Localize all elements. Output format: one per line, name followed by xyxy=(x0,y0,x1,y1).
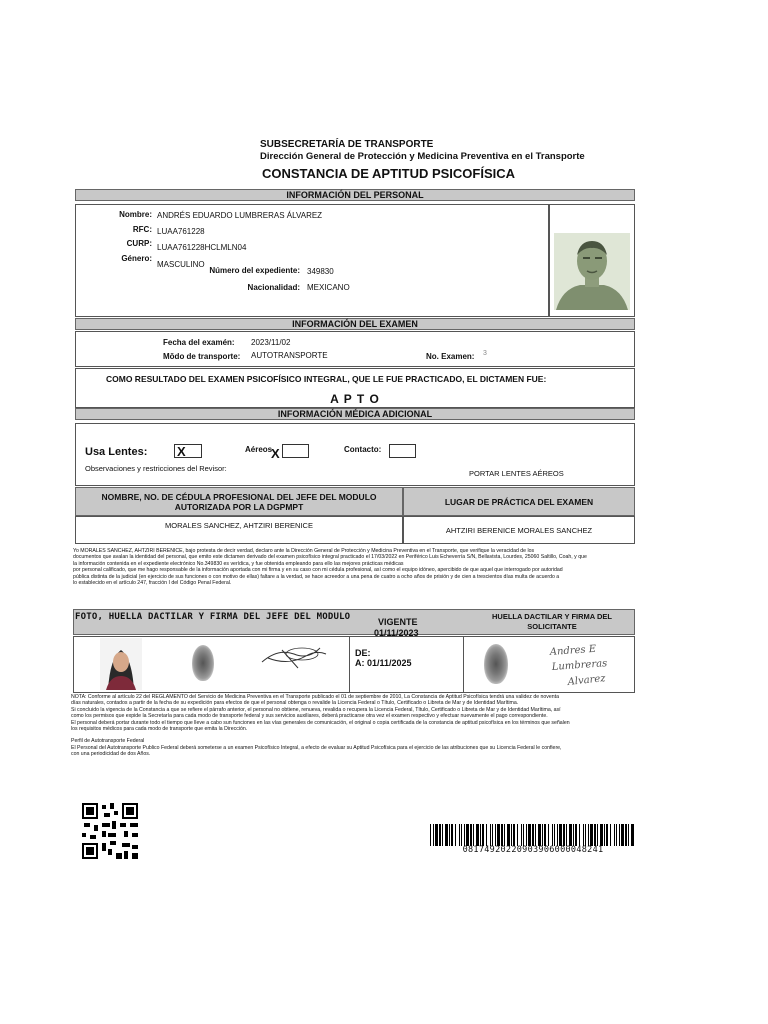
barcode-bar xyxy=(573,824,574,846)
barcode-bar xyxy=(455,824,456,846)
genero-label: Género: xyxy=(121,254,152,263)
barcode-bar xyxy=(606,824,608,846)
barcode-bar xyxy=(466,824,469,846)
declaration-line: documentos que avalan la identidad del personal, que emito este dictamen derivado del examen psicofísico integral practicado el 17/03/2022 en Periférico Luis Echeverría S/N, Bellavista, Lourdes, 25060 Saltillo, Coah, y que xyxy=(73,554,587,561)
declaration-line: por personal calificado, que me hago responsable de la información aportada con mi firma y en su caso con mi cédula profesional, así como el equipo idóneo, apercibido de que aquel que interrogado por autoridad xyxy=(73,567,563,574)
barcode-bar xyxy=(504,824,505,846)
nombre-value: ANDRÉS EDUARDO LUMBRERAS ÁLVAREZ xyxy=(157,211,323,220)
foto-header: FOTO, HUELLA DACTILAR Y FIRMA DEL JEFE DEL MODULO xyxy=(75,612,351,622)
declaration-line: la información contenida en el expediente electrónico No.349830 es verídica, y fue obtenida empleando para ello las mejores prácticas médicas xyxy=(73,560,404,567)
jefe-fingerprint-icon xyxy=(192,645,214,681)
barcode-bar xyxy=(616,824,617,846)
barcode-bar xyxy=(507,824,510,846)
barcode-bar xyxy=(492,824,493,846)
barcode-bar xyxy=(548,824,549,846)
barcode-bar xyxy=(451,824,453,846)
divider xyxy=(349,636,350,693)
barcode-bar xyxy=(528,824,531,846)
nota-text xyxy=(71,694,646,758)
section-medica-title: INFORMACIÓN MÉDICA ADICIONAL xyxy=(75,408,635,420)
huella-header: HUELLA DACTILAR Y FIRMA DEL SOLICITANTE xyxy=(492,612,612,631)
barcode-bar xyxy=(470,824,472,846)
barcode-bar xyxy=(480,824,481,846)
barcode-bar xyxy=(526,824,527,846)
rfc-value: LUAA761228 xyxy=(157,227,205,236)
barcode-bar xyxy=(614,824,615,846)
barcode-bar xyxy=(486,824,487,846)
vigente-label: VIGENTE xyxy=(378,617,418,627)
header-agency: SUBSECRETARÍA DE TRANSPORTE xyxy=(260,139,434,150)
a-value: A: 01/11/2025 xyxy=(355,658,412,668)
examen-info-box xyxy=(75,331,635,367)
barcode-bar xyxy=(433,824,434,846)
barcode-bar xyxy=(566,824,567,846)
barcode-bar xyxy=(575,824,577,846)
declaration-line: lo establecido en el artículo 247, fracción I del Código Penal Federal. xyxy=(73,580,232,587)
perfil-line: El Personal del Autotransporte Publico Federal deberá someterse a un examen Psicofísico Integral, a efecto de evaluar su Aptitud Psicofísica para el ejercicio de las atribuciones que su Licencia Federal le confiere, xyxy=(71,744,562,751)
no-examen-label: No. Examen: xyxy=(426,352,475,361)
modo-label: Mŏdo de transporte: xyxy=(163,352,241,361)
barcode-bar xyxy=(517,824,518,846)
de-label: DE: xyxy=(355,648,371,658)
barcode-bar xyxy=(588,824,589,846)
barcode-bar xyxy=(583,824,584,846)
no-examen-value: 3 xyxy=(483,350,487,357)
barcode-bar xyxy=(523,824,524,846)
nacionalidad-value: MEXICANO xyxy=(307,283,350,292)
barcode-bar xyxy=(579,824,580,846)
expediente-label: Número del expediente: xyxy=(209,266,300,275)
barcode-bar xyxy=(495,824,496,846)
solicitante-signature xyxy=(548,641,620,691)
observaciones-value: PORTAR LENTES AÉREOS xyxy=(469,469,564,478)
jefe-header: NOMBRE, NO. DE CÉDULA PROFESIONAL DEL JEFE DEL MODULO AUTORIZADA POR LA DGPMPT xyxy=(75,487,403,516)
aereos-label: Aéreos xyxy=(245,445,273,454)
barcode-number: 08174920220903906000048241 xyxy=(462,845,604,855)
barcode-bar xyxy=(445,824,448,846)
barcode-bar xyxy=(590,824,593,846)
nota-line: Si concluido la vigencia de la Constancia a que se refiere el párrafo anterior, el personal no obtiene, renueva, revalida o recupera la Licencia Federal, Título, Certificado o Libreta de Mar y de Identidad Marítima, así xyxy=(71,706,561,713)
barcode-bar xyxy=(594,824,596,846)
curp-value: LUAA761228HCLMLN04 xyxy=(157,243,247,252)
barcode-bar xyxy=(544,824,546,846)
barcode-bar xyxy=(473,824,474,846)
barcode-bar xyxy=(600,824,603,846)
divider xyxy=(463,636,464,693)
barcode-bar xyxy=(532,824,534,846)
qr-code-icon xyxy=(82,803,138,859)
perfil-line: Perfil de Autotransporte Federal xyxy=(71,738,145,745)
nota-line: como los permisos que expide la Secretaría para cada modo de transporte federal y sus servicios auxiliares, deberá practicarse otra vez el examen respectivo y efectuar nuevamente el pago correspondiente. xyxy=(71,713,548,720)
section-personal-title: INFORMACIÓN DEL PERSONAL xyxy=(75,189,635,201)
barcode-bar xyxy=(439,824,441,846)
svg-text:Lumbreras: Lumbreras xyxy=(551,658,608,673)
nacionalidad-label: Nacionalidad: xyxy=(247,283,300,292)
genero-value: MASCULINO xyxy=(157,260,205,269)
barcode-bar xyxy=(535,824,536,846)
barcode-bar xyxy=(559,824,562,846)
svg-text:Alvarez: Alvarez xyxy=(567,673,607,688)
declaration-line: pública distinta de la judicial (en ejercicio de sus funciones o con motivo de ellas) faltare a la verdad, se hace acreedor a una pena de cuatro a ocho años de prisión y de cien a trescientos días multa de acuerdo a xyxy=(73,573,560,580)
barcode-bar xyxy=(625,824,627,846)
barcode-bar xyxy=(521,824,522,846)
barcode-bar xyxy=(449,824,450,846)
fecha-label: Fecha del examén: xyxy=(163,338,235,347)
nombre-label: Nombre: xyxy=(119,210,152,219)
contacto-checkbox[interactable] xyxy=(389,444,416,458)
barcode-icon xyxy=(430,824,636,846)
declaration-text xyxy=(73,548,648,586)
barcode-bar xyxy=(557,824,558,846)
barcode-bar xyxy=(610,824,611,846)
svg-text:Andres E: Andres E xyxy=(549,643,597,658)
document-title: CONSTANCIA DE APTITUD PSICOFÍSICA xyxy=(262,166,516,181)
personal-photo xyxy=(554,233,630,310)
barcode-bar xyxy=(511,824,512,846)
barcode-bar xyxy=(464,824,465,846)
barcode-bar xyxy=(552,824,553,846)
barcode-bar xyxy=(628,824,629,846)
barcode-bar xyxy=(538,824,541,846)
lugar-header: LUGAR DE PRÁCTICA DEL EXAMEN xyxy=(403,487,635,516)
barcode-bar xyxy=(482,824,484,846)
nota-line: los requisitos médicos para cada modo de transporte que emita la Dirección. xyxy=(71,726,248,733)
contacto-label: Contacto: xyxy=(344,445,382,454)
nota-line: días naturales, contados a partir de la fecha de su expedición para efectos de que el personal obtenga o revalide la Licencia Federal o Título, Certificado o Libreta de Mar y de Identidad Marítima. xyxy=(71,700,519,707)
modo-value: AUTOTRANSPORTE xyxy=(251,351,328,360)
section-examen-title: INFORMACIÓN DEL EXAMEN xyxy=(75,318,635,330)
rfc-label: RFC: xyxy=(132,225,152,234)
lugar-value: AHTZIRI BERENICE MORALES SANCHEZ xyxy=(445,526,593,535)
barcode-bar xyxy=(631,824,634,846)
barcode-bar xyxy=(604,824,605,846)
barcode-bar xyxy=(513,824,515,846)
barcode-bar xyxy=(476,824,479,846)
barcode-bar xyxy=(501,824,503,846)
barcode-bar xyxy=(563,824,565,846)
nota-line: NOTA: Conforme al artículo 22 del REGLAMENTO del Servicio de Medicina Preventiva en el Transporte publicado el 01 de septiembre de 2010, La Constancia de Aptitud Psicofísica tendrá una validez de noventa xyxy=(71,694,559,700)
barcode-bar xyxy=(497,824,500,846)
expediente-value: 349830 xyxy=(307,267,334,276)
barcode-bar xyxy=(542,824,543,846)
aereos-checkbox[interactable] xyxy=(282,444,309,458)
nota-line: El personal deberá portar durante todo el tiempo que lleve a cabo sun funciones en las vías generales de comunicación, el original o copia certificada de la constancia de aptitud psicofísica en los términos que señalen xyxy=(71,719,570,726)
aereos-mark: X xyxy=(271,446,280,461)
barcode-bar xyxy=(461,824,462,846)
barcode-bar xyxy=(490,824,491,846)
header-directorate: Dirección General de Protección y Medicina Preventiva en el Transporte xyxy=(260,151,585,162)
dictamen-result: A P T O xyxy=(330,392,380,406)
solicitante-fingerprint-icon xyxy=(484,644,508,684)
barcode-bar xyxy=(597,824,598,846)
barcode-bar xyxy=(459,824,460,846)
barcode-bar xyxy=(554,824,555,846)
barcode-bar xyxy=(621,824,624,846)
vigente-date: 01/11/2023 xyxy=(374,628,419,638)
barcode-bar xyxy=(569,824,572,846)
barcode-bar xyxy=(619,824,620,846)
fecha-value: 2023/11/02 xyxy=(251,338,291,347)
observaciones-label: Observaciones y restricciones del Revisor: xyxy=(85,464,227,473)
jefe-photo xyxy=(100,638,142,690)
perfil-line: con una periodicidad de dos Años. xyxy=(71,751,151,758)
barcode-bar xyxy=(430,824,431,846)
usa-lentes-label: Usa Lentes: xyxy=(85,446,148,458)
barcode-bar xyxy=(442,824,443,846)
jefe-name: MORALES SANCHEZ, AHTZIRI BERENICE xyxy=(165,521,313,530)
curp-label: CURP: xyxy=(126,239,152,248)
jefe-signature-icon xyxy=(258,640,330,670)
dictamen-text: COMO RESULTADO DEL EXAMEN PSICOFÍSICO INTEGRAL, QUE LE FUE PRACTICADO, EL DICTAMEN FUE: xyxy=(106,374,547,384)
barcode-bar xyxy=(435,824,438,846)
barcode-bar xyxy=(585,824,586,846)
declaration-line: Yo MORALES SANCHEZ, AHTZIRI BERENICE, bajo protesta de decir verdad, declaro ante la Dirección General de Protección y Medicina Preventiva en el Transporte, que verifique la veracidad de los xyxy=(73,548,535,554)
usa-lentes-mark: X xyxy=(177,444,186,459)
